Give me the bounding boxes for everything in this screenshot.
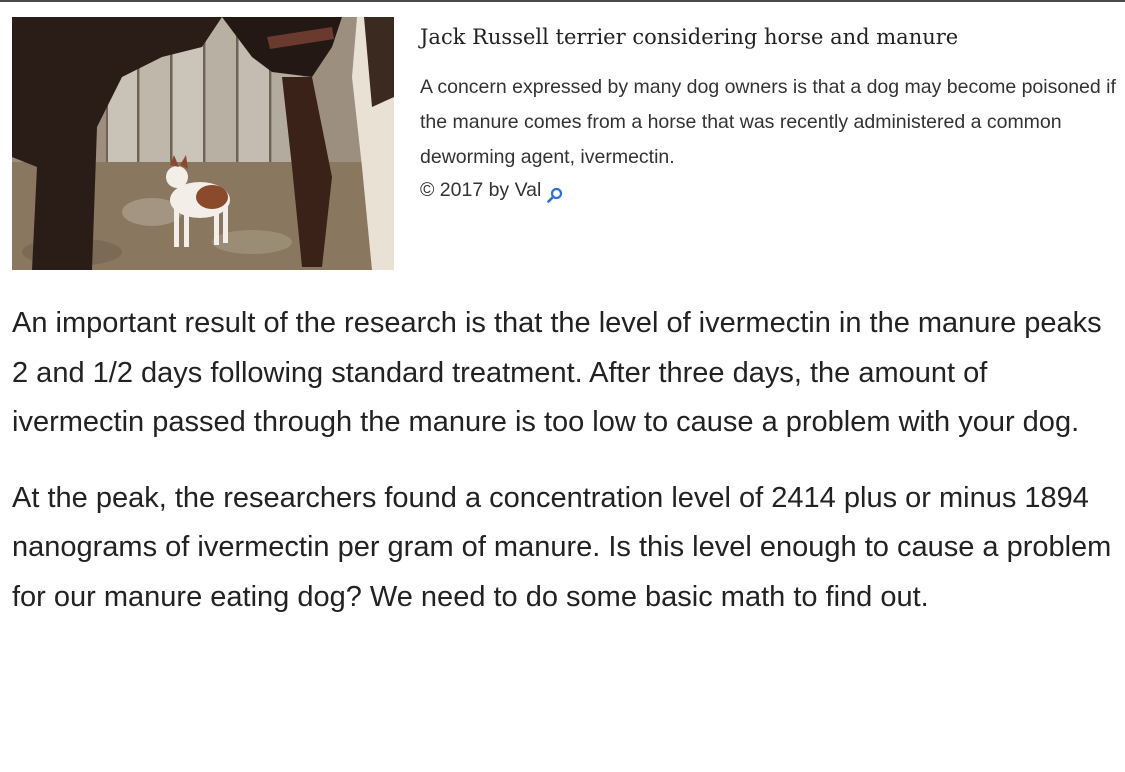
figure-caption — [420, 22, 1120, 205]
article-paragraph: At the peak, the researchers found a concentration level of 2414 plus or minus 1894 nanograms of ivermectin per gram of manure. Is this level enough to cause a problem for our manure eating dog? We need to do some basic math to find out. — [12, 481, 1112, 613]
dog-and-horse-photo[interactable] — [12, 17, 394, 270]
top-divider — [0, 0, 1125, 2]
article-paragraph: An important result of the research is that the level of ivermectin in the manure peaks 2 and 1/2 days following standard treatment. After three days, the amount of ivermectin passed through the manure is too low to cause a problem with your dog. — [12, 307, 1102, 438]
figure-title: Jack Russell terrier considering horse and manure — [420, 25, 959, 49]
photo-illustration — [12, 17, 394, 270]
figure-description: A concern expressed by many dog owners is that a dog may become poisoned if the manure comes from a horse that was recently administered a common deworming agent, ivermectin. — [420, 76, 1116, 168]
figure-credit: © 2017 by Val — [420, 179, 542, 201]
magnifier-icon[interactable] — [547, 182, 563, 198]
figure-credit-row — [420, 175, 1120, 205]
article-body — [12, 299, 1117, 648]
